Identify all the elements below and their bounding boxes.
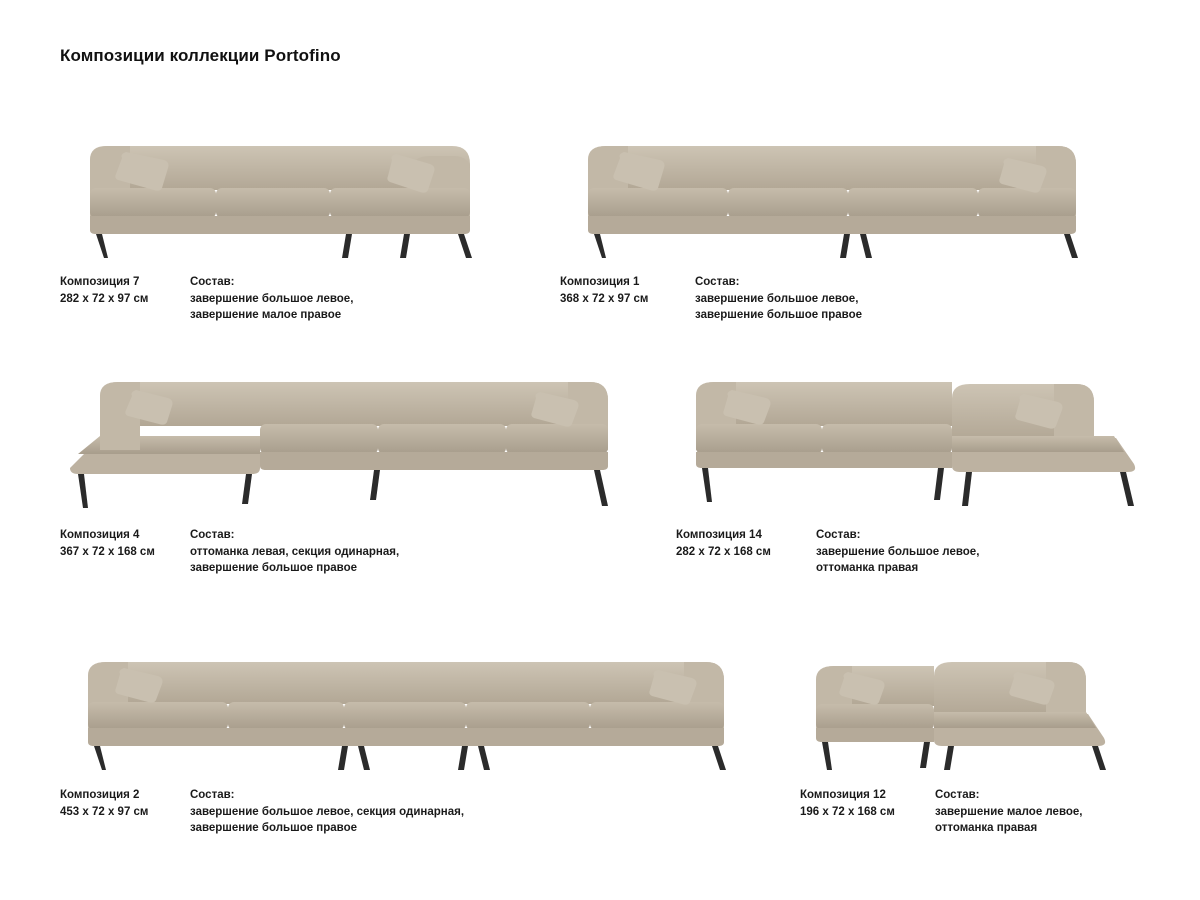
composition-line-1: оттоманка левая, секция одинарная,	[190, 545, 400, 558]
composition-caption	[560, 274, 1120, 324]
composition-name: Композиция 14	[676, 529, 762, 541]
sofa-icon	[60, 130, 530, 260]
composition-line-2: завершение большое правое	[190, 822, 358, 834]
composition-card-6	[800, 648, 1130, 837]
composition-dimensions: 453 x 72 x 97 см	[60, 805, 149, 818]
composition-card-2	[560, 130, 1120, 324]
composition-name: Композиция 1	[560, 276, 640, 288]
composition-dimensions: 282 x 72 x 97 см	[60, 292, 149, 305]
composition-label: Состав:	[190, 276, 235, 288]
composition-card-1	[60, 130, 530, 324]
composition-line-2: завершение большое правое	[695, 309, 863, 321]
composition-caption	[676, 527, 1146, 577]
composition-dimensions: 196 x 72 x 168 см	[800, 805, 895, 818]
composition-label: Состав:	[816, 529, 861, 541]
composition-card-4	[676, 368, 1146, 577]
composition-line-2: оттоманка правая	[816, 562, 919, 574]
composition-figure	[800, 648, 1130, 773]
composition-line-2: завершение большое правое	[190, 562, 358, 574]
composition-name: Композиция 12	[800, 789, 886, 801]
composition-card-5	[60, 648, 740, 837]
composition-caption	[60, 527, 620, 577]
composition-label: Состав:	[190, 529, 235, 541]
composition-line-1: завершение большое левое,	[695, 292, 859, 305]
composition-figure	[560, 130, 1120, 260]
page-title: Композиции коллекции Portofino	[60, 46, 341, 65]
composition-label: Состав:	[695, 276, 740, 288]
composition-name: Композиция 2	[60, 789, 140, 801]
composition-figure	[60, 368, 620, 513]
composition-line-1: завершение малое левое,	[935, 805, 1083, 818]
composition-dimensions: 367 x 72 x 168 см	[60, 545, 155, 558]
composition-label: Состав:	[190, 789, 235, 801]
composition-caption	[800, 787, 1130, 837]
composition-dimensions: 282 x 72 x 168 см	[676, 545, 771, 558]
composition-line-2: завершение малое правое	[190, 309, 342, 321]
composition-card-3	[60, 368, 620, 577]
sofa-icon	[560, 130, 1120, 260]
composition-figure	[60, 648, 740, 773]
composition-caption	[60, 274, 530, 324]
composition-caption	[60, 787, 740, 837]
sofa-chaise-right-icon	[676, 368, 1146, 513]
composition-name: Композиция 4	[60, 529, 140, 541]
sofa-icon	[60, 648, 740, 773]
composition-figure	[676, 368, 1146, 513]
composition-line-1: завершение большое левое, секция одинарная,	[190, 805, 465, 818]
composition-line-2: оттоманка правая	[935, 822, 1038, 834]
sofa-chaise-left-icon	[60, 368, 620, 513]
composition-dimensions: 368 x 72 x 97 см	[560, 292, 649, 305]
composition-name: Композиция 7	[60, 276, 140, 288]
composition-line-1: завершение большое левое,	[816, 545, 980, 558]
composition-figure	[60, 130, 530, 260]
composition-label: Состав:	[935, 789, 980, 801]
composition-line-1: завершение большое левое,	[190, 292, 354, 305]
sofa-chaise-right-icon	[800, 648, 1130, 773]
